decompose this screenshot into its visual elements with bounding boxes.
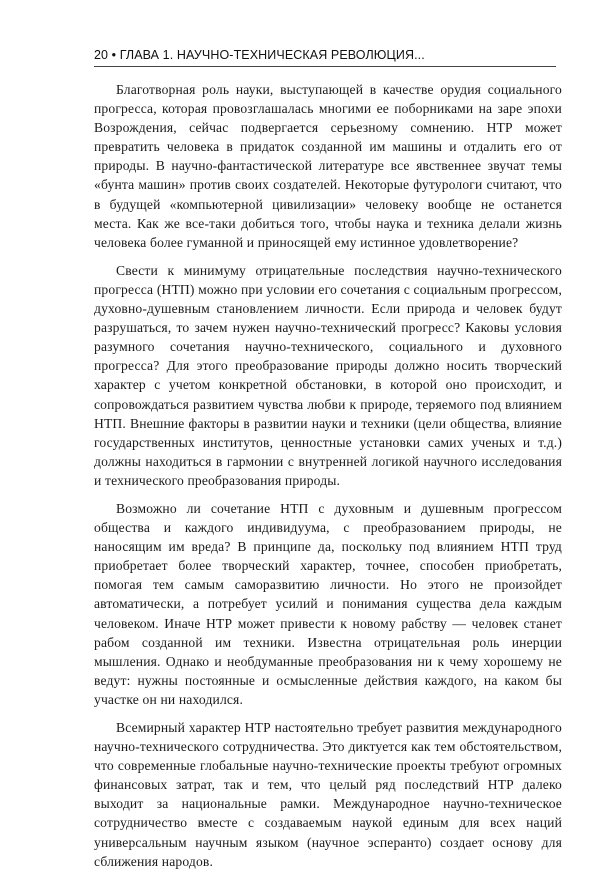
header-rule — [94, 66, 556, 67]
running-head: 20 • ГЛАВА 1. НАУЧНО-ТЕХНИЧЕСКАЯ РЕВОЛЮЦИЯ... — [94, 48, 425, 62]
body-text — [94, 80, 562, 880]
paragraph-3: Возможно ли сочетание НТП с духовным и душевным прогрессом общества и каждого индивидуума, с преобразованием природы, не наносящим им вреда? В принципе да, поскольку под влиянием НТП труд приобретает более творческий характер, точнее, способен приобретать, помогая тем самым саморазвитию личности. Но этого не произойдет автоматически, а потребует усилий и понимания существа дела каждым человеком. Иначе НТР может привести к новому рабству — человек станет рабом созданной им техники. Известна отрицательная роль инерции мышления. Однако и необдуманные преобразования ни к чему хорошему не ведут: нужны постоянные и осмысленные действия каждого, на каком бы участке он ни находился. — [94, 500, 562, 707]
paragraph-2: Свести к минимуму отрицательные последствия научно-технического прогресса (НТП) можно при условии его сочетания с социальным прогрессом, духовно-душевным становлением личности. Если природа и человек будут разрушаться, то зачем нужен научно-технический прогресс? Каковы условия разумного сочетания научно-технического, социального и духовного прогресса? Для этого преобразование природы должно носить творческий характер с учетом конкретной обстановки, в которой оно происходит, и сопровождаться развитием чувства любви к природе, теряемого под влиянием НТП. Внешние факторы в развитии науки и техники (цели общества, влияние государственных институтов, ценностные установки самих ученых и т.д.) должны находиться в гармонии с внутренней логикой научного исследования и технического преобразования природы. — [94, 262, 562, 488]
paragraph-4: Всемирный характер НТР настоятельно требует развития международного научно-технического сотрудничества. Это диктуется как тем обстоятельством, что современные глобальные научно-технические проекты требуют огромных финансовых затрат, так и тем, что целый ряд последствий НТР далеко выходит за национальные рамки. Международное научно-техническое сотрудничество вместе с создаваемым наукой единым для всех наций универсальным научным языком (научное эсперанто) создает основу для сближения народов. — [94, 720, 562, 869]
paragraph-1: Благотворная роль науки, выступающей в качестве орудия социального прогресса, которая провозглашалась многими ее поборниками на заре эпохи Возрождения, сейчас подвергается серьезному сомнению. НТР может превратить человека в придаток созданной им машины и отдалить его от природы. В научно-фантастической литературе все явственнее звучат темы «бунта машин» против своих создателей. Некоторые футурологи считают, что в будущей «компьютерной цивилизации» человеку вообще не останется места. Как же все-таки добиться того, чтобы наука и техника делали жизнь человека более гуманной и приносящей ему истинное удовлетворение? — [94, 82, 562, 250]
